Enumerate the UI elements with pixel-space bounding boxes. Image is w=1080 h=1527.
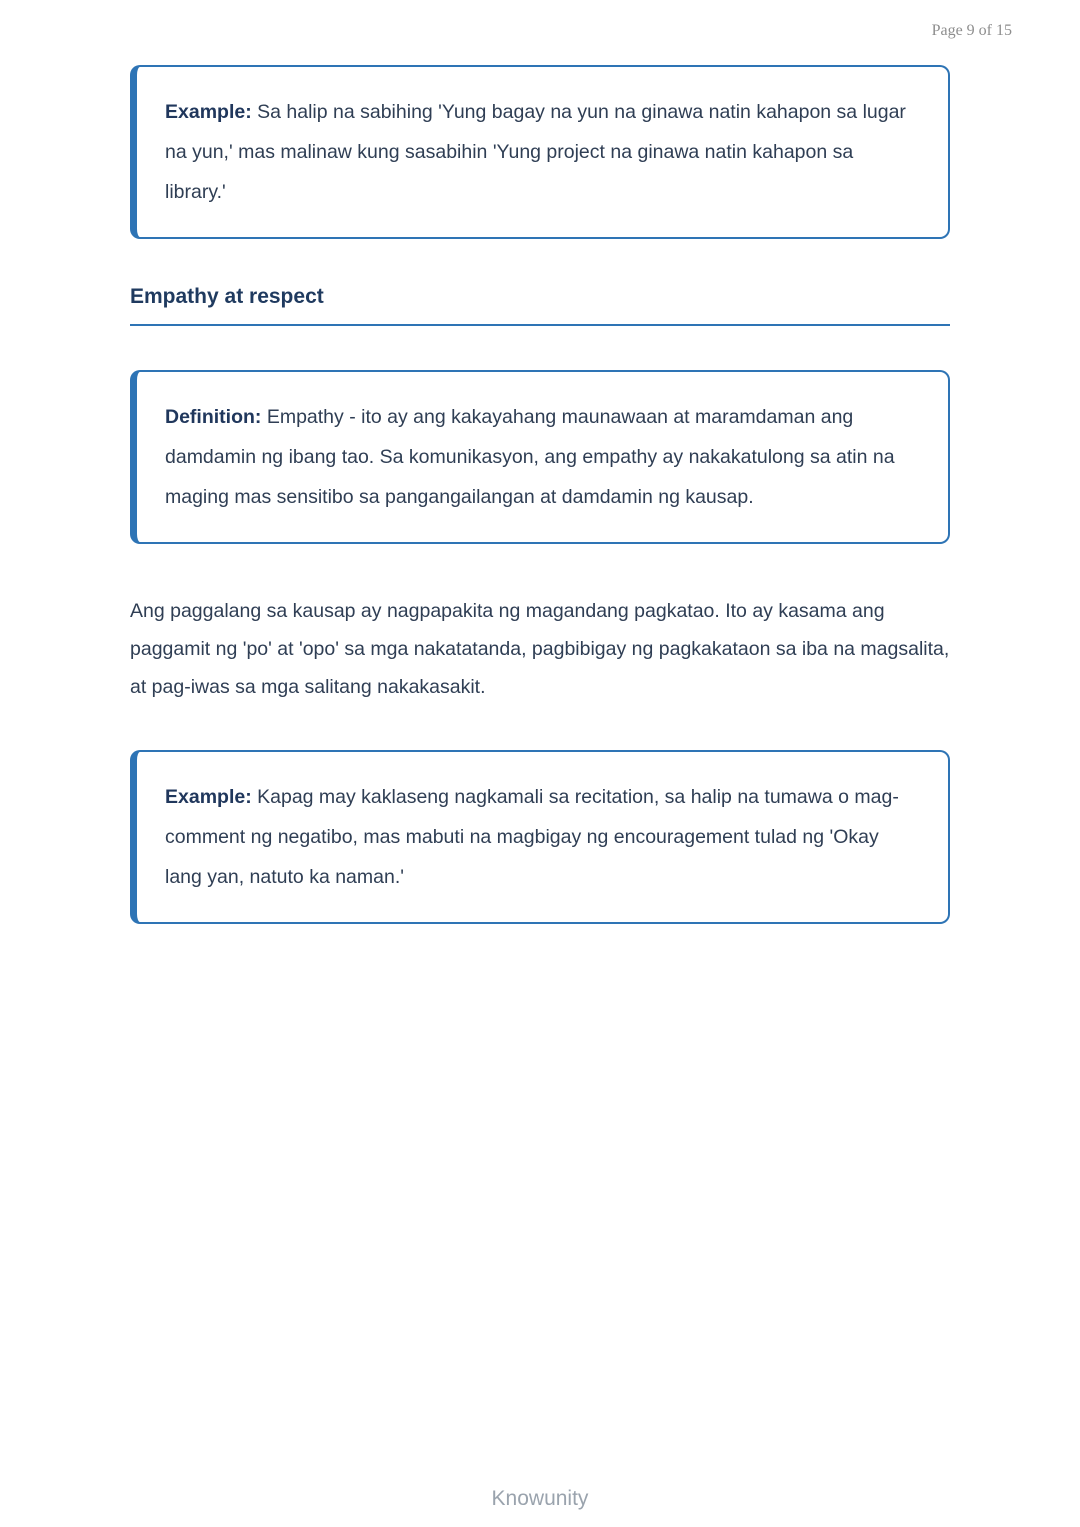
body-paragraph: Ang paggalang sa kausap ay nagpapakita ng magandang pagkatao. Ito ay kasama ang paggamit ng 'po' at 'opo' sa mga nakatatanda, pagbibigay ng pagkakataon sa iba na magsalita, at pag-iwas sa mga salitang nakakasakit. bbox=[130, 599, 950, 698]
example-label: Example: bbox=[165, 101, 252, 123]
footer-brand: Knowunity bbox=[491, 1487, 589, 1510]
definition-label: Definition: bbox=[165, 405, 262, 428]
page-number: Page 9 of 15 bbox=[931, 22, 1012, 39]
page-content bbox=[0, 65, 1080, 924]
section-heading: Empathy at respect bbox=[130, 285, 950, 326]
example-text: Sa halip na sabihing 'Yung bagay na yun na ginawa natin kahapon sa lugar na yun,' mas malinaw kung sasabihin 'Yung project na ginawa natin kahapon sa library.' bbox=[165, 101, 906, 203]
example-label: Example: bbox=[165, 785, 252, 808]
example-text: Kapag may kaklaseng nagkamali sa recitation, sa halip na tumawa o mag-comment ng negatibo, mas mabuti na magbigay ng encouragement tulad ng 'Okay lang yan, natuto ka naman.' bbox=[165, 785, 899, 888]
definition-text: Empathy - ito ay ang kakayahang maunawaan at maramdaman ang damdamin ng ibang tao. Sa komunikasyon, ang empathy ay nakakatulong sa atin na maging mas sensitibo sa pangangailangan at damdamin ng kausap. bbox=[165, 405, 895, 508]
definition-callout bbox=[130, 370, 950, 544]
example-callout bbox=[130, 750, 950, 924]
example-callout bbox=[130, 65, 950, 239]
